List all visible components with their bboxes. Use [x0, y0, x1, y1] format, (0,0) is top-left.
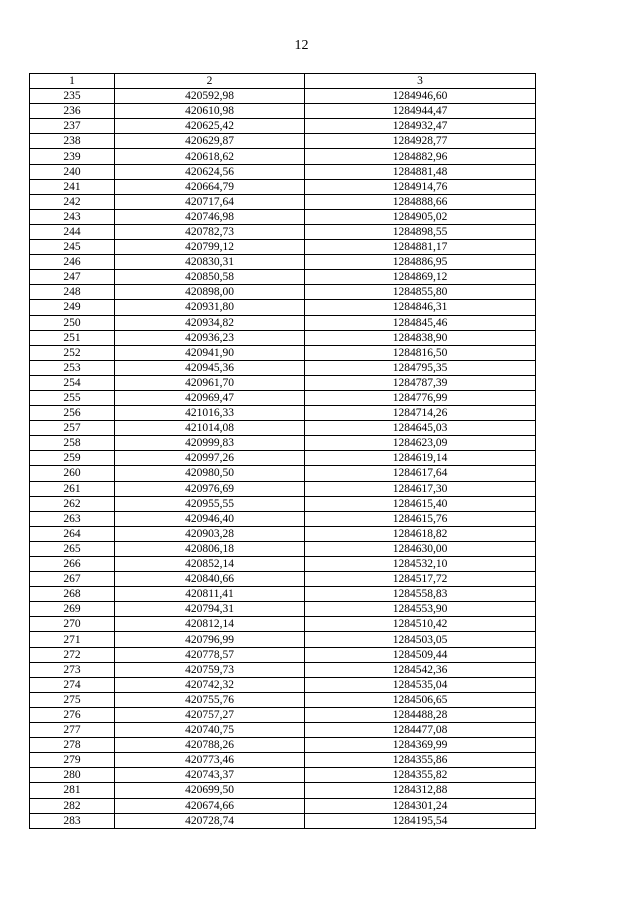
- point-number-cell: 267: [30, 572, 115, 587]
- y-coordinate-cell: 1284714,26: [305, 406, 536, 421]
- x-coordinate-cell: 420945,36: [115, 360, 305, 375]
- x-coordinate-cell: 420788,26: [115, 738, 305, 753]
- point-number-cell: 238: [30, 134, 115, 149]
- x-coordinate-cell: 420961,70: [115, 375, 305, 390]
- point-number-cell: 253: [30, 360, 115, 375]
- x-coordinate-cell: 421016,33: [115, 406, 305, 421]
- x-coordinate-cell: 420746,98: [115, 209, 305, 224]
- x-coordinate-cell: 420999,83: [115, 436, 305, 451]
- x-coordinate-cell: 420850,58: [115, 270, 305, 285]
- y-coordinate-cell: 1284776,99: [305, 390, 536, 405]
- y-coordinate-cell: 1284615,76: [305, 511, 536, 526]
- y-coordinate-cell: 1284195,54: [305, 813, 536, 828]
- point-number-cell: 268: [30, 587, 115, 602]
- y-coordinate-cell: 1284509,44: [305, 647, 536, 662]
- table-row: [30, 240, 536, 255]
- y-coordinate-cell: 1284881,48: [305, 164, 536, 179]
- y-coordinate-cell: 1284914,76: [305, 179, 536, 194]
- x-coordinate-cell: 420903,28: [115, 526, 305, 541]
- table-row: [30, 798, 536, 813]
- table-row: [30, 768, 536, 783]
- x-coordinate-cell: 420743,37: [115, 768, 305, 783]
- x-coordinate-cell: 420794,31: [115, 602, 305, 617]
- point-number-cell: 277: [30, 723, 115, 738]
- x-coordinate-cell: 420778,57: [115, 647, 305, 662]
- table-body: [30, 89, 536, 829]
- point-number-cell: 250: [30, 315, 115, 330]
- y-coordinate-cell: 1284886,95: [305, 255, 536, 270]
- x-coordinate-cell: 420717,64: [115, 194, 305, 209]
- table-header-row: [30, 74, 536, 89]
- table-row: [30, 375, 536, 390]
- y-coordinate-cell: 1284855,80: [305, 285, 536, 300]
- table-row: [30, 285, 536, 300]
- y-coordinate-cell: 1284630,00: [305, 541, 536, 556]
- page-number: 12: [294, 38, 309, 53]
- point-number-cell: 255: [30, 390, 115, 405]
- x-coordinate-cell: 420755,76: [115, 692, 305, 707]
- table-row: [30, 662, 536, 677]
- table-row: [30, 255, 536, 270]
- y-coordinate-cell: 1284312,88: [305, 783, 536, 798]
- table-row: [30, 300, 536, 315]
- y-coordinate-cell: 1284845,46: [305, 315, 536, 330]
- point-number-cell: 244: [30, 224, 115, 239]
- table-row: [30, 753, 536, 768]
- y-coordinate-cell: 1284503,05: [305, 632, 536, 647]
- point-number-cell: 239: [30, 149, 115, 164]
- y-coordinate-cell: 1284517,72: [305, 572, 536, 587]
- y-coordinate-cell: 1284355,86: [305, 753, 536, 768]
- table-row: [30, 587, 536, 602]
- point-number-cell: 257: [30, 421, 115, 436]
- table-row: [30, 723, 536, 738]
- table-row: [30, 270, 536, 285]
- x-coordinate-cell: 420955,55: [115, 496, 305, 511]
- y-coordinate-cell: 1284619,14: [305, 451, 536, 466]
- x-coordinate-cell: 420757,27: [115, 707, 305, 722]
- y-coordinate-cell: 1284488,28: [305, 707, 536, 722]
- point-number-cell: 254: [30, 375, 115, 390]
- table-row: [30, 466, 536, 481]
- table-row: [30, 104, 536, 119]
- x-coordinate-cell: 420980,50: [115, 466, 305, 481]
- y-coordinate-cell: 1284532,10: [305, 557, 536, 572]
- point-number-cell: 251: [30, 330, 115, 345]
- x-coordinate-cell: 420934,82: [115, 315, 305, 330]
- table-row: [30, 179, 536, 194]
- point-number-cell: 237: [30, 119, 115, 134]
- x-coordinate-cell: 420740,75: [115, 723, 305, 738]
- y-coordinate-cell: 1284623,09: [305, 436, 536, 451]
- point-number-cell: 258: [30, 436, 115, 451]
- y-coordinate-cell: 1284615,40: [305, 496, 536, 511]
- y-coordinate-cell: 1284846,31: [305, 300, 536, 315]
- y-coordinate-cell: 1284355,82: [305, 768, 536, 783]
- point-number-cell: 236: [30, 104, 115, 119]
- x-coordinate-cell: 420812,14: [115, 617, 305, 632]
- table-row: [30, 119, 536, 134]
- table-row: [30, 406, 536, 421]
- y-coordinate-cell: 1284617,64: [305, 466, 536, 481]
- y-coordinate-cell: 1284645,03: [305, 421, 536, 436]
- table-row: [30, 209, 536, 224]
- y-coordinate-cell: 1284838,90: [305, 330, 536, 345]
- x-coordinate-cell: 421014,08: [115, 421, 305, 436]
- table-row: [30, 330, 536, 345]
- point-number-cell: 269: [30, 602, 115, 617]
- x-coordinate-cell: 420664,79: [115, 179, 305, 194]
- table-row: [30, 224, 536, 239]
- x-coordinate-cell: 420618,62: [115, 149, 305, 164]
- table-row: [30, 89, 536, 104]
- point-number-cell: 276: [30, 707, 115, 722]
- x-coordinate-cell: 420997,26: [115, 451, 305, 466]
- point-number-cell: 265: [30, 541, 115, 556]
- table-row: [30, 526, 536, 541]
- x-coordinate-cell: 420742,32: [115, 677, 305, 692]
- point-number-cell: 275: [30, 692, 115, 707]
- y-coordinate-cell: 1284882,96: [305, 149, 536, 164]
- x-coordinate-cell: 420811,41: [115, 587, 305, 602]
- x-coordinate-cell: 420610,98: [115, 104, 305, 119]
- x-coordinate-cell: 420898,00: [115, 285, 305, 300]
- y-coordinate-cell: 1284932,47: [305, 119, 536, 134]
- table-row: [30, 481, 536, 496]
- y-coordinate-cell: 1284369,99: [305, 738, 536, 753]
- x-coordinate-cell: 420852,14: [115, 557, 305, 572]
- point-number-cell: 264: [30, 526, 115, 541]
- table-row: [30, 345, 536, 360]
- point-number-cell: 242: [30, 194, 115, 209]
- point-number-cell: 274: [30, 677, 115, 692]
- y-coordinate-cell: 1284558,83: [305, 587, 536, 602]
- point-number-cell: 271: [30, 632, 115, 647]
- table-row: [30, 436, 536, 451]
- y-coordinate-cell: 1284301,24: [305, 798, 536, 813]
- y-coordinate-cell: 1284881,17: [305, 240, 536, 255]
- point-number-cell: 249: [30, 300, 115, 315]
- x-coordinate-cell: 420592,98: [115, 89, 305, 104]
- table-row: [30, 783, 536, 798]
- y-coordinate-cell: 1284869,12: [305, 270, 536, 285]
- x-coordinate-cell: 420796,99: [115, 632, 305, 647]
- y-coordinate-cell: 1284510,42: [305, 617, 536, 632]
- y-coordinate-cell: 1284898,55: [305, 224, 536, 239]
- x-coordinate-cell: 420699,50: [115, 783, 305, 798]
- y-coordinate-cell: 1284905,02: [305, 209, 536, 224]
- table-row: [30, 541, 536, 556]
- point-number-cell: 266: [30, 557, 115, 572]
- table-row: [30, 360, 536, 375]
- table-row: [30, 421, 536, 436]
- y-coordinate-cell: 1284946,60: [305, 89, 536, 104]
- x-coordinate-cell: 420782,73: [115, 224, 305, 239]
- x-coordinate-cell: 420759,73: [115, 662, 305, 677]
- y-coordinate-cell: 1284535,04: [305, 677, 536, 692]
- point-number-cell: 280: [30, 768, 115, 783]
- column-header-3: 3: [305, 74, 536, 89]
- table-row: [30, 572, 536, 587]
- table-row: [30, 496, 536, 511]
- point-number-cell: 241: [30, 179, 115, 194]
- point-number-cell: 272: [30, 647, 115, 662]
- table-row: [30, 813, 536, 828]
- y-coordinate-cell: 1284795,35: [305, 360, 536, 375]
- x-coordinate-cell: 420629,87: [115, 134, 305, 149]
- point-number-cell: 260: [30, 466, 115, 481]
- x-coordinate-cell: 420625,42: [115, 119, 305, 134]
- y-coordinate-cell: 1284477,08: [305, 723, 536, 738]
- y-coordinate-cell: 1284816,50: [305, 345, 536, 360]
- table-row: [30, 617, 536, 632]
- table-row: [30, 451, 536, 466]
- y-coordinate-cell: 1284617,30: [305, 481, 536, 496]
- table-row: [30, 164, 536, 179]
- y-coordinate-cell: 1284944,47: [305, 104, 536, 119]
- point-number-cell: 261: [30, 481, 115, 496]
- point-number-cell: 252: [30, 345, 115, 360]
- x-coordinate-cell: 420941,90: [115, 345, 305, 360]
- x-coordinate-cell: 420936,23: [115, 330, 305, 345]
- point-number-cell: 270: [30, 617, 115, 632]
- point-number-cell: 256: [30, 406, 115, 421]
- x-coordinate-cell: 420840,66: [115, 572, 305, 587]
- point-number-cell: 279: [30, 753, 115, 768]
- x-coordinate-cell: 420773,46: [115, 753, 305, 768]
- table-row: [30, 134, 536, 149]
- point-number-cell: 248: [30, 285, 115, 300]
- table-row: [30, 315, 536, 330]
- table-row: [30, 677, 536, 692]
- y-coordinate-cell: 1284888,66: [305, 194, 536, 209]
- y-coordinate-cell: 1284618,82: [305, 526, 536, 541]
- x-coordinate-cell: 420931,80: [115, 300, 305, 315]
- y-coordinate-cell: 1284787,39: [305, 375, 536, 390]
- point-number-cell: 282: [30, 798, 115, 813]
- y-coordinate-cell: 1284542,36: [305, 662, 536, 677]
- x-coordinate-cell: 420799,12: [115, 240, 305, 255]
- point-number-cell: 240: [30, 164, 115, 179]
- table-row: [30, 707, 536, 722]
- point-number-cell: 245: [30, 240, 115, 255]
- table-row: [30, 692, 536, 707]
- x-coordinate-cell: 420946,40: [115, 511, 305, 526]
- column-header-2: 2: [115, 74, 305, 89]
- table-row: [30, 194, 536, 209]
- point-number-cell: 262: [30, 496, 115, 511]
- point-number-cell: 273: [30, 662, 115, 677]
- x-coordinate-cell: 420624,56: [115, 164, 305, 179]
- x-coordinate-cell: 420830,31: [115, 255, 305, 270]
- table-row: [30, 602, 536, 617]
- point-number-cell: 247: [30, 270, 115, 285]
- point-number-cell: 235: [30, 89, 115, 104]
- point-number-cell: 278: [30, 738, 115, 753]
- table-row: [30, 647, 536, 662]
- point-number-cell: 283: [30, 813, 115, 828]
- table-row: [30, 738, 536, 753]
- table-row: [30, 557, 536, 572]
- point-number-cell: 281: [30, 783, 115, 798]
- table-row: [30, 511, 536, 526]
- y-coordinate-cell: 1284928,77: [305, 134, 536, 149]
- y-coordinate-cell: 1284506,65: [305, 692, 536, 707]
- point-number-cell: 259: [30, 451, 115, 466]
- point-number-cell: 243: [30, 209, 115, 224]
- point-number-cell: 246: [30, 255, 115, 270]
- table-row: [30, 390, 536, 405]
- x-coordinate-cell: 420969,47: [115, 390, 305, 405]
- x-coordinate-cell: 420806,18: [115, 541, 305, 556]
- column-header-1: 1: [30, 74, 115, 89]
- x-coordinate-cell: 420728,74: [115, 813, 305, 828]
- table-row: [30, 149, 536, 164]
- x-coordinate-cell: 420674,66: [115, 798, 305, 813]
- point-number-cell: 263: [30, 511, 115, 526]
- coordinates-table: [29, 73, 536, 829]
- y-coordinate-cell: 1284553,90: [305, 602, 536, 617]
- x-coordinate-cell: 420976,69: [115, 481, 305, 496]
- table-row: [30, 632, 536, 647]
